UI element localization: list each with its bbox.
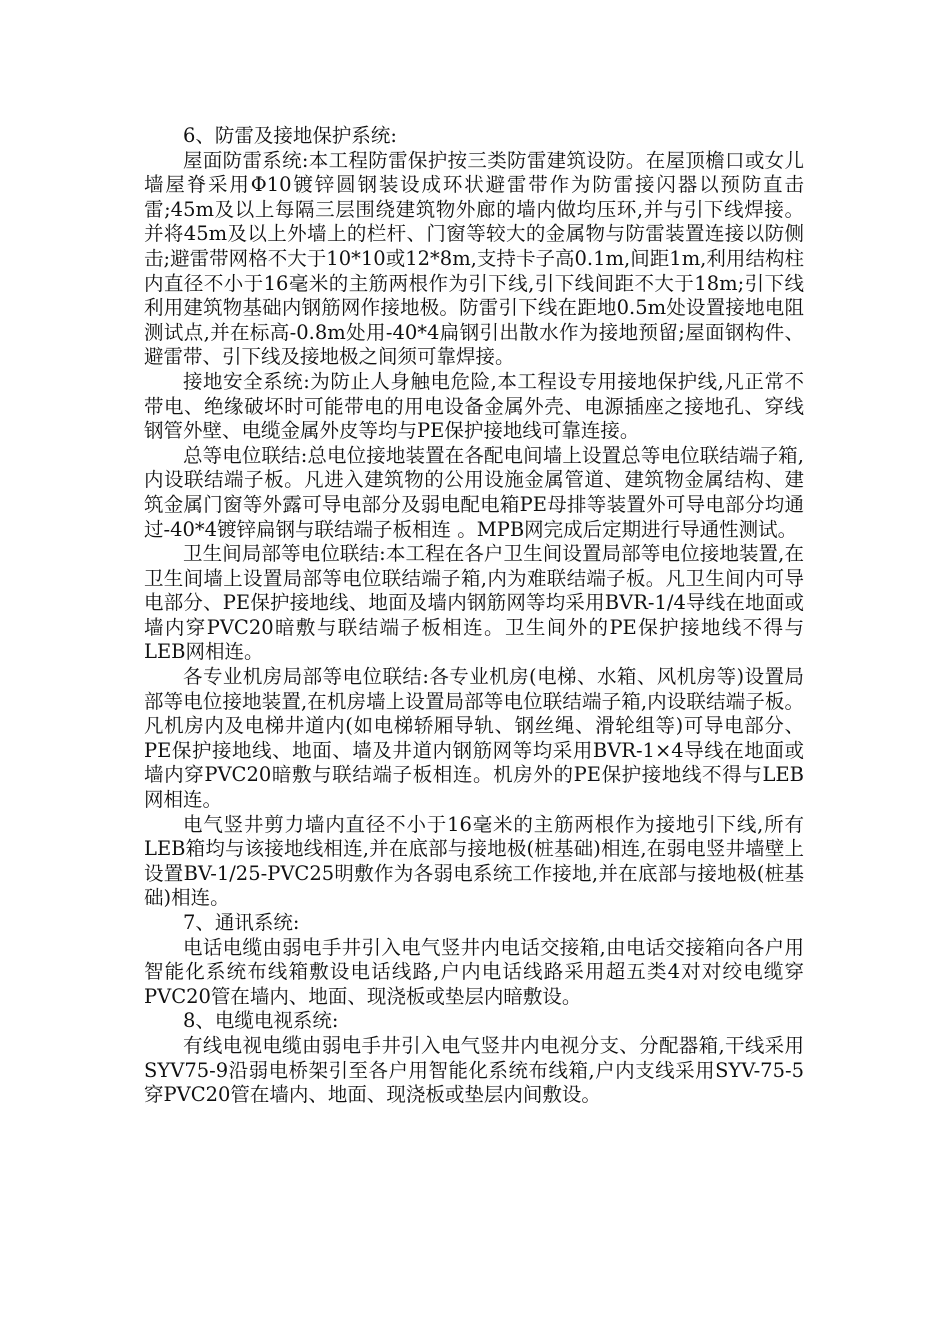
paragraph-telephone-cable: 电话电缆由弱电手井引入电气竖井内电话交接箱,由电话交接箱向各户用智能化系统布线箱敷设电话线路,户内电话线路采用超五类4对对绞电缆穿PVC20管在墙内、地面、现浇板或垫层内暗敷设。 <box>144 935 804 1008</box>
paragraph-shaft-grounding: 电气竖井剪力墙内直径不小于16毫米的主筋两根作为接地引下线,所有LEB箱均与该接地线相连,并在底部与接地极(桩基础)相连,在弱电竖井墙壁上设置BV-1/25-PVC25明敷作为各弱电系统工作接地,并在底部与接地极(桩基础)相连。 <box>144 812 804 910</box>
paragraph-bathroom-bonding: 卫生间局部等电位联结:本工程在各户卫生间设置局部等电位接地装置,在卫生间墙上设置局部等电位联结端子箱,内为难联结端子板。凡卫生间内可导电部分、PE保护接地线、地面及墙内钢筋网等均采用BVR-1/4导线在地面或墙内穿PVC20暗敷与联结端子板相连。卫生间外的PE保护接地线不得与LEB网相连。 <box>144 542 804 664</box>
paragraph-main-bonding: 总等电位联结:总电位接地装置在各配电间墙上设置总等电位联结端子箱,内设联结端子板。凡进入建筑物的公用设施金属管道、建筑物金属结构、建筑金属门窗等外露可导电部分及弱电配电箱PE母排等装置外可导电部分均通过-40*4镀锌扁钢与联结端子板相连 。MPB网完成后定期进行导通性测试。 <box>144 443 804 541</box>
paragraph-grounding-safety: 接地安全系统:为防止人身触电危险,本工程设专用接地保护线,凡正常不带电、绝缘破坏时可能带电的用电设备金属外壳、电源插座之接地孔、穿线钢管外壁、电缆金属外皮等均与PE保护接地线可靠连接。 <box>144 369 804 443</box>
paragraph-cable-tv: 有线电视电缆由弱电手井引入电气竖井内电视分支、分配器箱,干线采用SYV75-9沿弱电桥架引至各户用智能化系统布线箱,户内支线采用SYV-75-5穿PVC20管在墙内、地面、现浇板或垫层内间敷设。 <box>144 1033 804 1107</box>
section-heading-telecom: 7、通讯系统: <box>183 911 300 934</box>
section-heading-cable-tv: 8、电缆电视系统: <box>183 1009 339 1033</box>
paragraph-roof-lightning: 屋面防雷系统:本工程防雷保护按三类防雷建筑设防。在屋顶檐口或女儿墙屋脊采用Φ10镀锌圆钢装设成环状避雷带作为防雷接闪器以预防直击雷;45m及以上每隔三层围绕建筑物外廊的墙内做均压环,并与引下线焊接。并将45m及以上外墙上的栏杆、门窗等较大的金属物与防雷装置连接以防侧击;避雷带网格不大于10*10或12*8m,支持卡子高0.1m,间距1m,利用结构柱内直径不小于16毫米的主筋两根作为引下线,引下线间距不大于18m;引下线利用建筑物基础内钢筋网作接地极。防雷引下线在距地0.5m处设置接地电阻测试点,并在标高-0.8m处用-40*4扁钢引出散水作为接地预留;屋面钢构件、避雷带、引下线及接地极之间须可靠焊接。 <box>144 148 804 369</box>
paragraph-machine-room-bonding: 各专业机房局部等电位联结:各专业机房(电梯、水箱、风机房等)设置局部等电位接地装置,在机房墙上设置局部等电位联结端子箱,内设联结端子板。凡机房内及电梯井道内(如电梯轿厢导轨、钢丝绳、滑轮组等)可导电部分、PE保护接地线、地面、墙及井道内钢筋网等均采用BVR-1×4导线在地面或墙内穿PVC20暗敷与联结端子板相连。机房外的PE保护接地线不得与LEB网相连。 <box>144 665 804 812</box>
section-heading-lightning: 6、防雷及接地保护系统: <box>183 124 397 147</box>
document-body <box>144 124 804 1108</box>
